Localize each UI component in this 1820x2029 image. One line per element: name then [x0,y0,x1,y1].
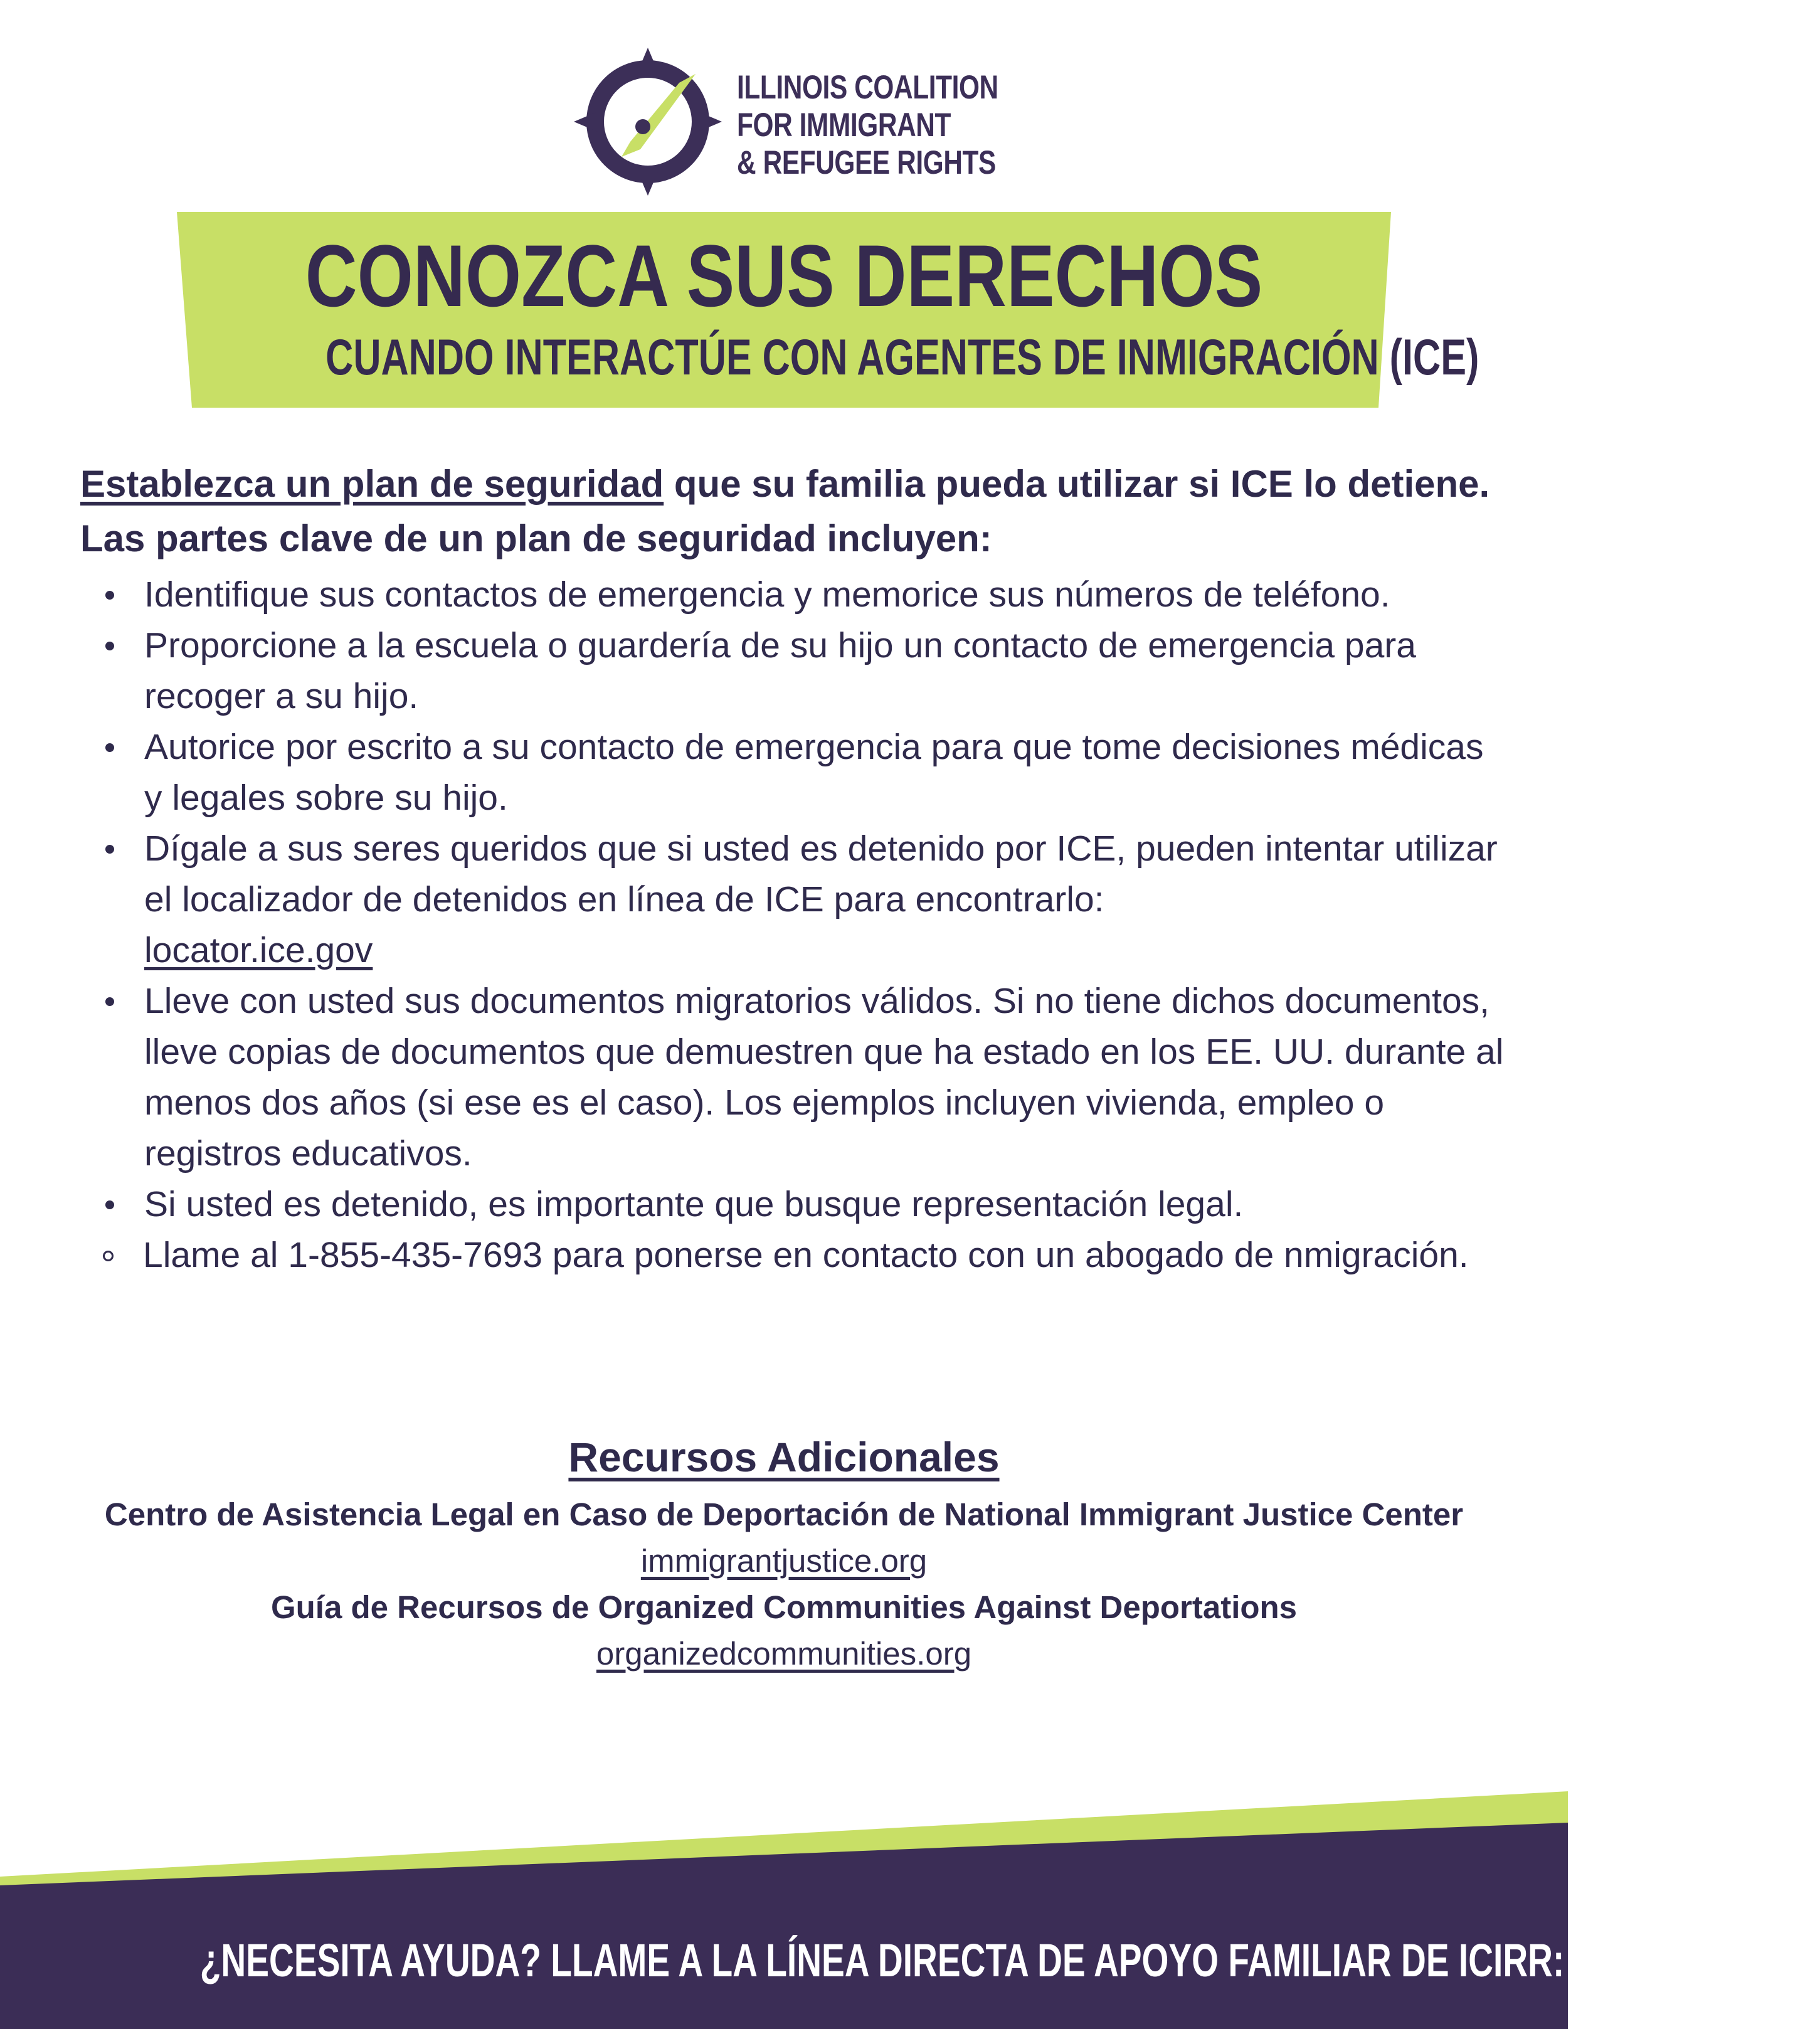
logo-line-1: ILLINOIS COALITION [737,69,998,106]
list-item [80,569,1510,620]
intro-paragraph [80,457,1491,566]
ice-locator-link[interactable]: locator.ice.gov [144,930,373,970]
list-item-text: Si usted es detenido, es importante que busque representación legal. [144,1184,1244,1224]
sub-bullet-icon [103,1251,114,1261]
logo-line-2: FOR IMMIGRANT [737,107,951,144]
safety-plan-link[interactable]: Establezca un plan de seguridad [80,463,664,505]
bullet-icon [105,845,114,854]
list-item [80,824,1510,976]
list-item-text: Autorice por escrito a su contacto de emergencia para que tome decisiones médicas y legales sobre su hijo. [144,727,1484,818]
logo-line-3: & REFUGEE RIGHTS [737,144,996,181]
bullet-icon [105,1200,114,1209]
logo-wordmark [737,69,998,182]
resources-section [0,1429,1568,1677]
footer-band [0,1781,1820,2029]
helpline-text: ¿NECESITA AYUDA? LLAME A LA LÍNEA DIRECTA DE APOYO FAMILIAR DE ICIRR: 1-855-435-7693 [199,1934,1820,1986]
compass-icon [573,46,723,197]
list-item [80,976,1510,1179]
bullet-icon [105,591,114,600]
list-item [80,722,1510,824]
page-title: CONOZCA SUS DERECHOS [305,226,1263,325]
list-item-text: Dígale a sus seres queridos que si usted es detenido por ICE, pueden intentar utilizar el localizador de detenidos en línea de ICE para encontrarlo: [144,829,1498,919]
page-subtitle: CUANDO INTERACTÚE CON AGENTES DE INMIGRACIÓN (ICE) [325,329,1479,386]
organization-logo [573,46,1012,197]
bullet-icon [105,642,114,650]
list-item-text: Lleve con usted sus documentos migratorios válidos. Si no tiene dichos documentos, lleve copias de documentos que demuestren que ha estado en los EE. UU. durante al menos dos años (si ese es el caso). Los ejemplos incluyen vivienda, empleo o registros educativos. [144,981,1504,1173]
list-item [80,620,1510,722]
resource-name: Guía de Recursos de Organized Communities Against Deportations [270,1589,1298,1625]
resource-link[interactable]: immigrantjustice.org [640,1543,928,1579]
sub-list-item-text: Llame al 1-855-435-7693 para ponerse en contacto con un abogado de nmigración. [143,1235,1469,1275]
bullet-icon [105,743,114,752]
resource-name: Centro de Asistencia Legal en Caso de Deportación de National Immigrant Justice Center [104,1497,1464,1532]
footer-background [0,1781,1820,2029]
sub-list-item [80,1230,1510,1281]
safety-plan-list [80,569,1510,1281]
resources-heading: Recursos Adicionales [568,1434,1000,1480]
resource-link[interactable]: organizedcommunities.org [596,1636,972,1671]
intro-text: que su familia pueda utilizar si ICE lo detiene. Las partes clave de un plan de seguridad incluyen: [80,463,1490,559]
list-item-text: Proporcione a la escuela o guardería de su hijo un contacto de emergencia para recoger a su hijo. [144,625,1416,716]
bullet-icon [105,997,114,1006]
list-item-text: Identifique sus contactos de emergencia y memorice sus números de teléfono. [144,575,1390,615]
list-item [80,1179,1510,1230]
title-banner [177,212,1479,408]
